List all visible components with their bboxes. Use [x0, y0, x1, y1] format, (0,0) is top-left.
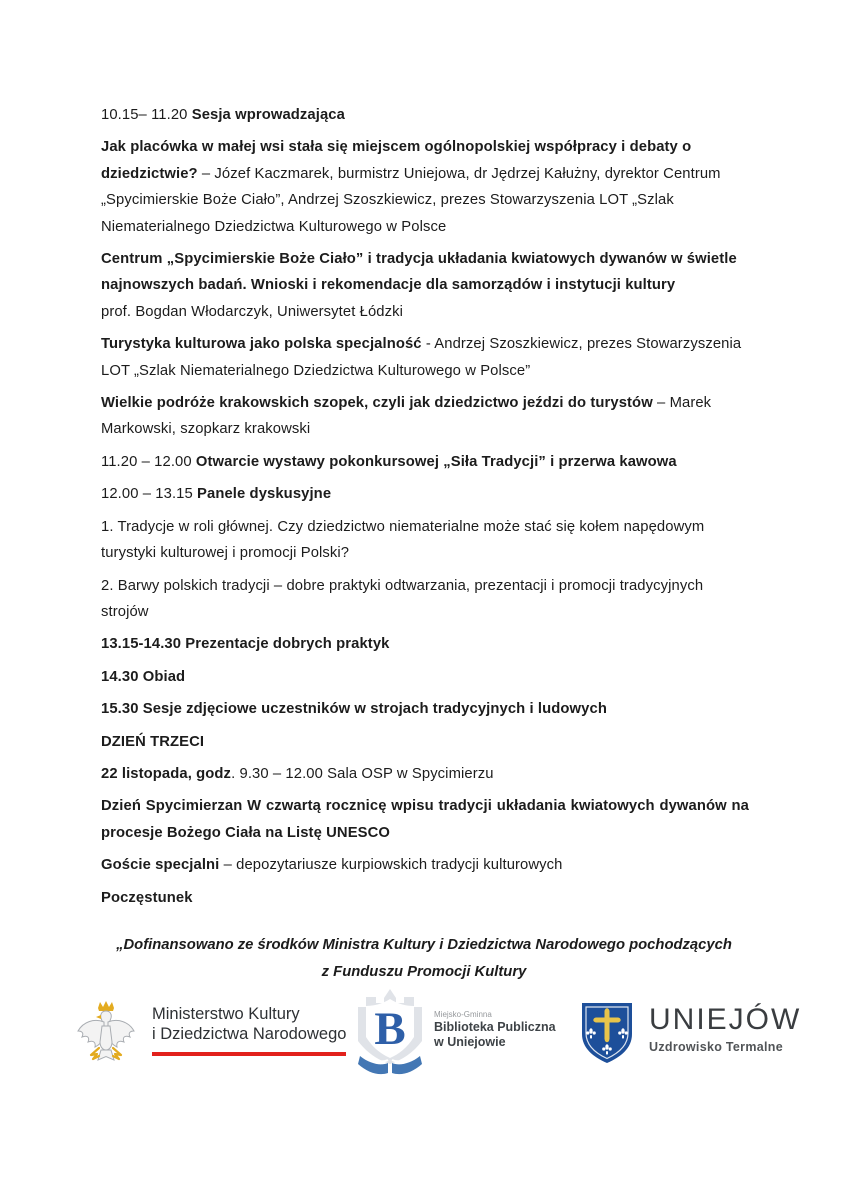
uniejow-title: UNIEJÓW — [649, 1003, 802, 1036]
paragraph — [101, 852, 749, 878]
agenda-text-bold: Poczęstunek — [101, 889, 193, 906]
agenda-text: 2. Barwy polskich tradycji – dobre praktyki odtwarzania, prezentacji i promocji tradycyjnych strojów — [101, 577, 704, 620]
library-logo-text — [434, 987, 556, 1050]
uniejow-crest-icon — [578, 1000, 636, 1066]
paragraph — [101, 331, 749, 384]
agenda-text: – Józef Kaczmarek, burmistrz Uniejowa, dr Jędrzej Kałużny, dyrektor Centrum „Spycimierskie Boże Ciało”, Andrzej Szoszkiewicz, prezes Stowarzyszenia LOT „Szlak Niematerialnego Dziedzictwa Kulturowego w Polsce — [101, 165, 721, 235]
agenda-text-bold: Dzień Spycimierzan W czwartą rocznicę wpisu tradycji układania kwiatowych dywanów na procesje Bożego Ciała na Listę UNESCO — [101, 798, 749, 841]
agenda-text-bold: Wielkie podróże krakowskich szopek, czyli jak dziedzictwo jeździ do turystów — [101, 395, 653, 412]
uniejow-logo — [578, 1000, 801, 1066]
agenda-text-bold: Panele dyskusyjne — [197, 486, 332, 503]
paragraph — [101, 761, 749, 787]
library-name-line2: w Uniejowie — [434, 1035, 506, 1049]
agenda-text-bold: Centrum „Spycimierskie Boże Ciało” i tradycja układania kwiatowych dywanów w świetle najnowszych badań. Wnioski i rekomendacje dla samorządów i instytucji kultury — [101, 251, 737, 294]
agenda-text: 11.20 – 12.00 — [101, 453, 196, 470]
paragraph — [101, 449, 749, 475]
agenda-text: 10.15– 11.20 — [101, 107, 192, 123]
agenda-text: 1. Tradycje w roli głównej. Czy dziedzictwo niematerialne może stać się kołem napędowym turystyki kulturowej i promocji Polski? — [101, 518, 705, 562]
ministry-name-line2: i Dziedzictwa Narodowego — [152, 1024, 347, 1043]
library-emblem-icon — [348, 987, 432, 1081]
agenda-text-bold: Jak placówka w małej wsi stała się miejscem ogólnopolskiej współpracy i debaty o dziedzictwie? — [101, 139, 692, 182]
paragraph — [101, 631, 749, 657]
ministry-name-line1: Ministerstwo Kultury — [152, 1005, 300, 1023]
paragraph — [101, 696, 749, 722]
paragraph — [101, 664, 749, 690]
agenda-text-bold: DZIEŃ TRZECI — [101, 733, 205, 750]
agenda-text-bold: Goście specjalni — [101, 857, 220, 874]
paragraph — [101, 729, 749, 755]
agenda-text: prof. Bogdan Włodarczyk, Uniwersytet Łódzki — [101, 303, 404, 320]
agenda-text: – depozytariusze kurpiowskich tradycji kulturowych — [219, 857, 563, 874]
agenda-text: - Andrzej Szoszkiewicz, prezes Stowarzyszenia LOT „Szlak Niematerialnego Dziedzictwa Kulturowego w Polsce” — [101, 336, 742, 379]
ministry-logo — [74, 998, 346, 1066]
paragraph — [101, 573, 749, 626]
uniejow-logo-text — [649, 1000, 801, 1054]
agenda-text: – Marek Markowski, szopkarz krakowski — [101, 395, 712, 438]
paragraph — [101, 134, 749, 240]
ministry-red-underline — [152, 1052, 346, 1056]
library-initial: B — [374, 1003, 406, 1055]
funding-note-line: z Funduszu Promocji Kultury — [321, 964, 527, 980]
agenda-text-bold: 14.30 Obiad — [101, 668, 186, 685]
paragraph — [101, 793, 749, 846]
agenda-text-bold: Sesja wprowadzająca — [191, 107, 345, 123]
document-body — [101, 102, 749, 917]
paragraph — [101, 390, 749, 443]
library-name-line1: Biblioteka Publiczna — [434, 1020, 556, 1034]
funding-note-line: „Dofinansowano ze środków Ministra Kultury i Dziedzictwa Narodowego pochodzących — [116, 937, 732, 953]
polish-eagle-icon — [74, 998, 138, 1066]
agenda-text: 12.00 – 13.15 — [101, 486, 198, 503]
uniejow-subtitle: Uzdrowisko Termalne — [649, 1040, 783, 1054]
agenda-text-bold: 13.15-14.30 Prezentacje dobrych praktyk — [101, 636, 390, 653]
agenda-text-bold: Turystyka kulturowa jako polska specjalność — [101, 336, 422, 353]
library-name-small: Miejsko-Gminna — [434, 1010, 492, 1019]
funding-note — [0, 932, 848, 986]
agenda-text-bold: 22 listopada, godz — [101, 765, 232, 782]
library-logo — [348, 987, 556, 1081]
agenda-text-bold: Otwarcie wystawy pokonkursowej „Siła Tradycji” i przerwa kawowa — [195, 453, 677, 470]
agenda-text-bold: 15.30 Sesje zdjęciowe uczestników w strojach tradycyjnych i ludowych — [101, 701, 607, 718]
paragraph — [101, 102, 749, 128]
paragraph — [101, 481, 749, 507]
paragraph — [101, 246, 749, 325]
paragraph — [101, 885, 749, 911]
ministry-logo-text — [152, 998, 346, 1056]
paragraph — [101, 514, 749, 567]
agenda-text: . 9.30 – 12.00 Sala OSP w Spycimierzu — [231, 765, 494, 782]
